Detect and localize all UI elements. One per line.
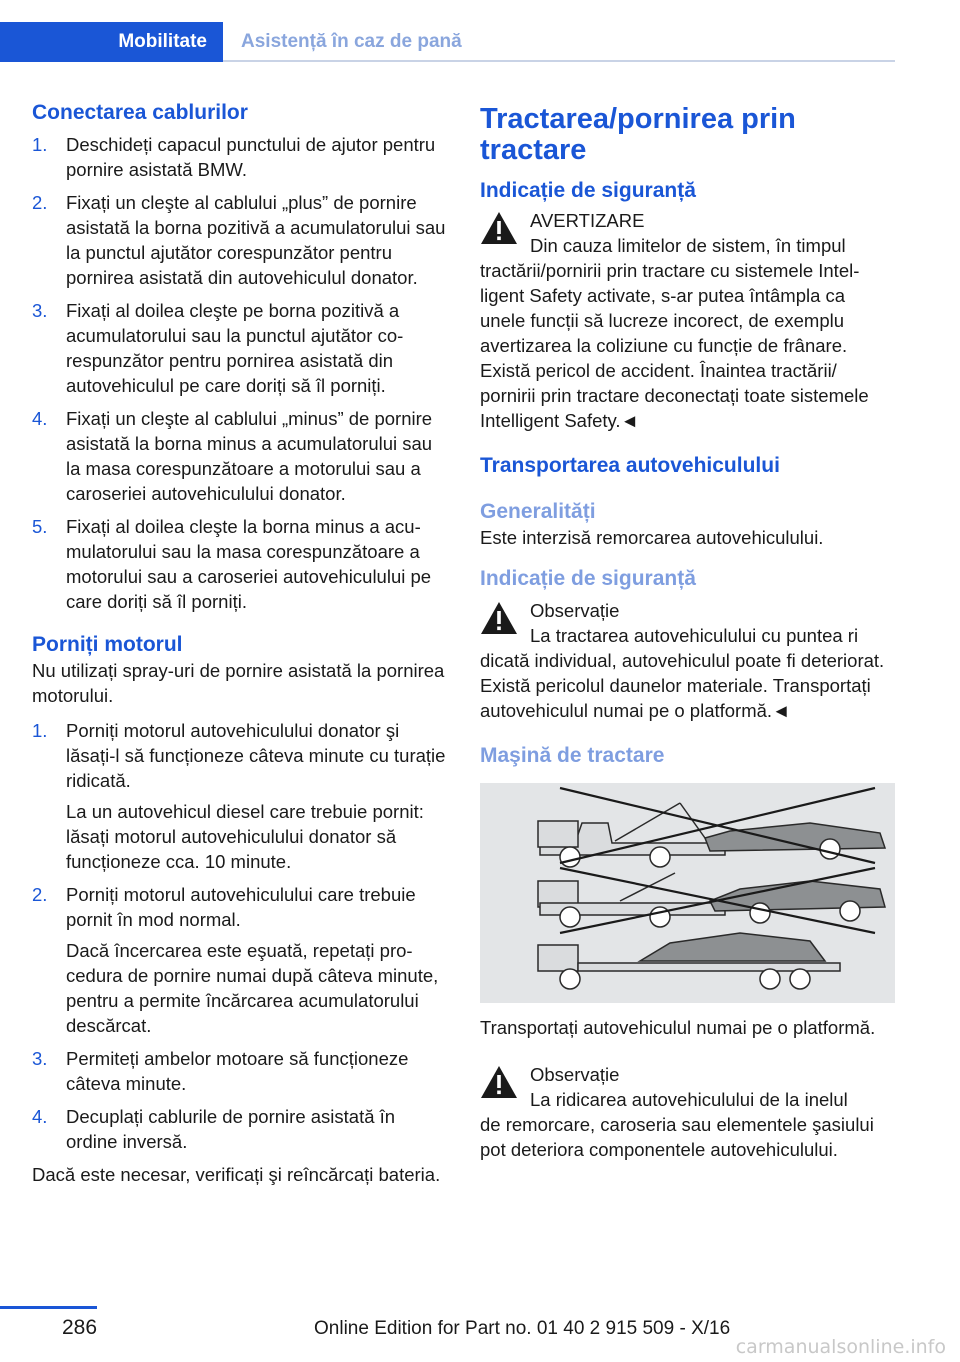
section-title-conectarea: Conectarea cablurilor xyxy=(32,101,248,124)
list-item: 3. Permiteți ambelor motoare să funcționeze câteva minute. xyxy=(32,1048,409,1094)
safety2-title: Indicație de siguranță xyxy=(480,567,696,590)
transport-title: Transportarea autovehiculului xyxy=(480,454,780,477)
list-item: 3. Fixați al doilea cleşte pe borna pozitivă a acumulatorului sau la punctul ajutător corespunzător pentru pornirea asistată din autovehiculul pe care doriți să îl porniți. xyxy=(32,300,404,396)
list-item: 4. Fixați un cleşte al cablului „minus” de pornire asistată la borna minus a acumulatorului sau la masa corespunzătoare a motorului sau a caroseriei autovehiculului donator. xyxy=(32,408,433,504)
tab-mobilitate[interactable]: Mobilitate xyxy=(0,22,223,62)
tow-truck-illustration xyxy=(480,783,895,1003)
list-item: 2. Fixați un cleşte al cablului „plus” de pornire asistată la borna pozitivă a acumulatorului sau la punctul ajutător corespunzător pentru pornirea asistată din autovehiculul donator. xyxy=(32,192,446,288)
steps-list-conectarea xyxy=(32,132,448,614)
warning-icon xyxy=(480,600,518,636)
tow-title: Maşină de tractare xyxy=(480,744,665,767)
right-column xyxy=(480,104,895,1162)
general-title: Generalități xyxy=(480,500,596,523)
warning-icon xyxy=(480,210,518,246)
warning-block-1: AVERTIZARE Din cauza limitelor de sistem, în timpul tractării/pornirii prin tractare cu sistemele Intelligent Safety activate, s-ar putea întâmpla ca unele funcții să lucreze incorect, de exemplu avertizarea la coliziune cu funcție de frânare. Există pericol de accident. Înaintea tractării/ pornirii prin tractare deconectați toate sistemele Intelligent Safety.◄ xyxy=(480,210,869,431)
list-item: 1. Porniți motorul autovehiculului donator şi lăsați-l să funcționeze câteva minute cu turație ridicată. La un autovehicul diesel care trebuie pornit: lăsați motorul autovehiculului donator să funcționeze cca. 10 minute. xyxy=(32,720,446,872)
steps-list-porniti xyxy=(32,718,448,1154)
tab-asistenta[interactable]: Asistență în caz de pană xyxy=(241,31,462,52)
page-number: 286 xyxy=(62,1316,98,1339)
list-item: 2. Porniți motorul autovehiculului care trebuie pornit în mod normal. Dacă încercarea este eşuată, repetați procedura de pornire numai după câteva minute, pentru a permite încărcarea acumulatorului descărcat. xyxy=(32,884,439,1036)
figure-caption: Transportați autovehiculul numai pe o platformă. xyxy=(480,1017,876,1038)
list-item: 5. Fixați al doilea cleşte la borna minus a acumulatorului sau la masa corespunzătoare a motorului sau a caroseriei autovehiculului pe care doriți să îl porniți. xyxy=(32,516,432,612)
closing-text: Dacă este necesar, verificați şi reîncărcați bateria. xyxy=(32,1164,441,1185)
list-item: 1. Deschideți capacul punctului de ajutor pentru pornire asistată BMW. xyxy=(32,134,436,180)
warning-block-3: Observație La ridicarea autovehiculului de la inelul de remorcare, caroseria sau elementele şasiului pot deteriora componentele autovehiculului. xyxy=(480,1064,874,1160)
left-column xyxy=(32,100,448,1187)
general-text: Este interzisă remorcarea autovehiculului. xyxy=(480,527,824,548)
watermark: carmanualsonline.info xyxy=(735,1336,946,1358)
main-title: Tractarea/pornirea prin tractare xyxy=(480,103,796,166)
safety-title: Indicație de siguranță xyxy=(480,179,696,202)
list-item: 4. Decuplați cablurile de pornire asistată în ordine inversă. xyxy=(32,1106,396,1152)
edition-text: Online Edition for Part no. 01 40 2 915 509 - X/16 xyxy=(314,1318,731,1339)
section-title-porniti: Porniți motorul xyxy=(32,633,183,656)
warning-block-2: Observație La tractarea autovehiculului cu puntea ri dicată individual, autovehiculul poate fi deteriorat. Există pericolul daunelor materiale. Transportați autovehiculul numai pe o platformă.◄ xyxy=(480,600,885,721)
tow-illustration-svg xyxy=(480,783,895,1003)
warning-icon xyxy=(480,1064,518,1100)
chapter-header xyxy=(0,22,895,62)
footer-accent-line xyxy=(0,1306,97,1309)
porniti-intro: Nu utilizați spray-uri de pornire asistată la pornirea motorului. xyxy=(32,660,445,706)
